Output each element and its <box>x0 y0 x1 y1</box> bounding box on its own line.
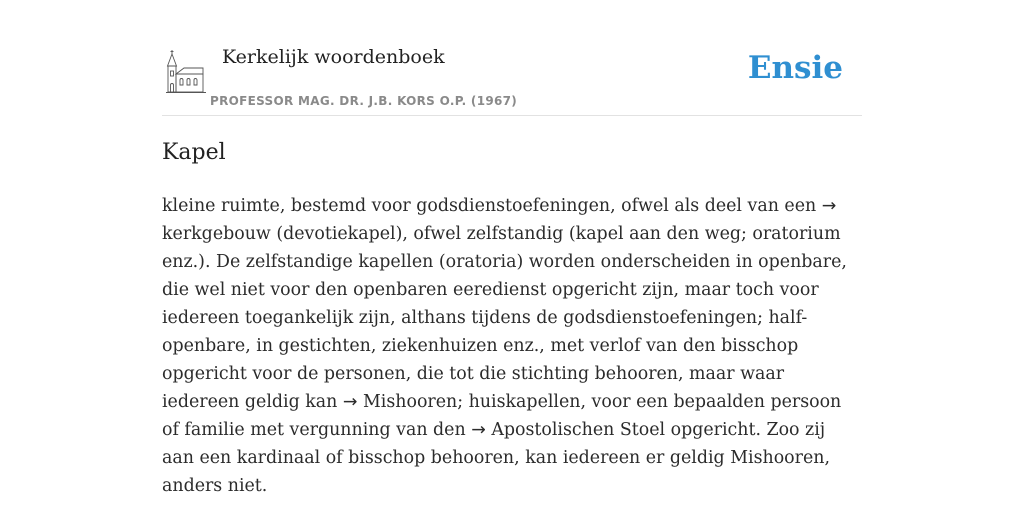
crossref-link-apostolischen-stoel[interactable]: Apostolischen Stoel <box>491 420 666 440</box>
definition-text: kleine ruimte, bestemd voor godsdienstoefeningen, ofwel als deel van een <box>162 196 822 216</box>
entry-definition <box>162 192 862 500</box>
page <box>162 0 862 512</box>
crossref-arrow-icon: → <box>342 392 358 412</box>
definition-text: opgericht. Zoo zij aan een kardinaal of bisschop behooren, kan iedereen er geldig Mishooren, anders niet. <box>162 420 830 496</box>
book-title[interactable]: Kerkelijk woordenboek <box>222 46 445 68</box>
definition-text: ; huiskapellen, voor een bepaalden persoon of familie met vergunning van den <box>162 392 842 440</box>
crossref-link-mishooren[interactable]: Mishooren <box>363 392 458 412</box>
church-icon[interactable] <box>166 49 206 95</box>
crossref-arrow-icon: → <box>821 196 837 216</box>
crossref-arrow-icon: → <box>471 420 486 440</box>
site-header <box>162 0 862 116</box>
ensie-logo-link[interactable]: Ensie <box>747 50 843 86</box>
definition-text: (devotiekapel), ofwel zelfstandig (kapel aan den weg; oratorium enz.). De zelfstandige kapellen (oratoria) worden onderscheiden in openbare, die wel niet voor den openbaren eeredienst opgericht zijn, maar toch voor iedereen toegankelijk zijn, althans tijdens de godsdienstoefeningen; half-openbare, in gestichten, ziekenhuizen enz., met verlof van den bisschop opgericht voor de personen, die tot die stichting behooren, maar waar iedereen geldig kan <box>162 224 847 412</box>
crossref-link-kerkgebouw[interactable]: kerkgebouw <box>162 224 271 244</box>
book-author: PROFESSOR MAG. DR. J.B. KORS O.P. (1967) <box>210 94 518 108</box>
entry-title: Kapel <box>162 140 226 165</box>
